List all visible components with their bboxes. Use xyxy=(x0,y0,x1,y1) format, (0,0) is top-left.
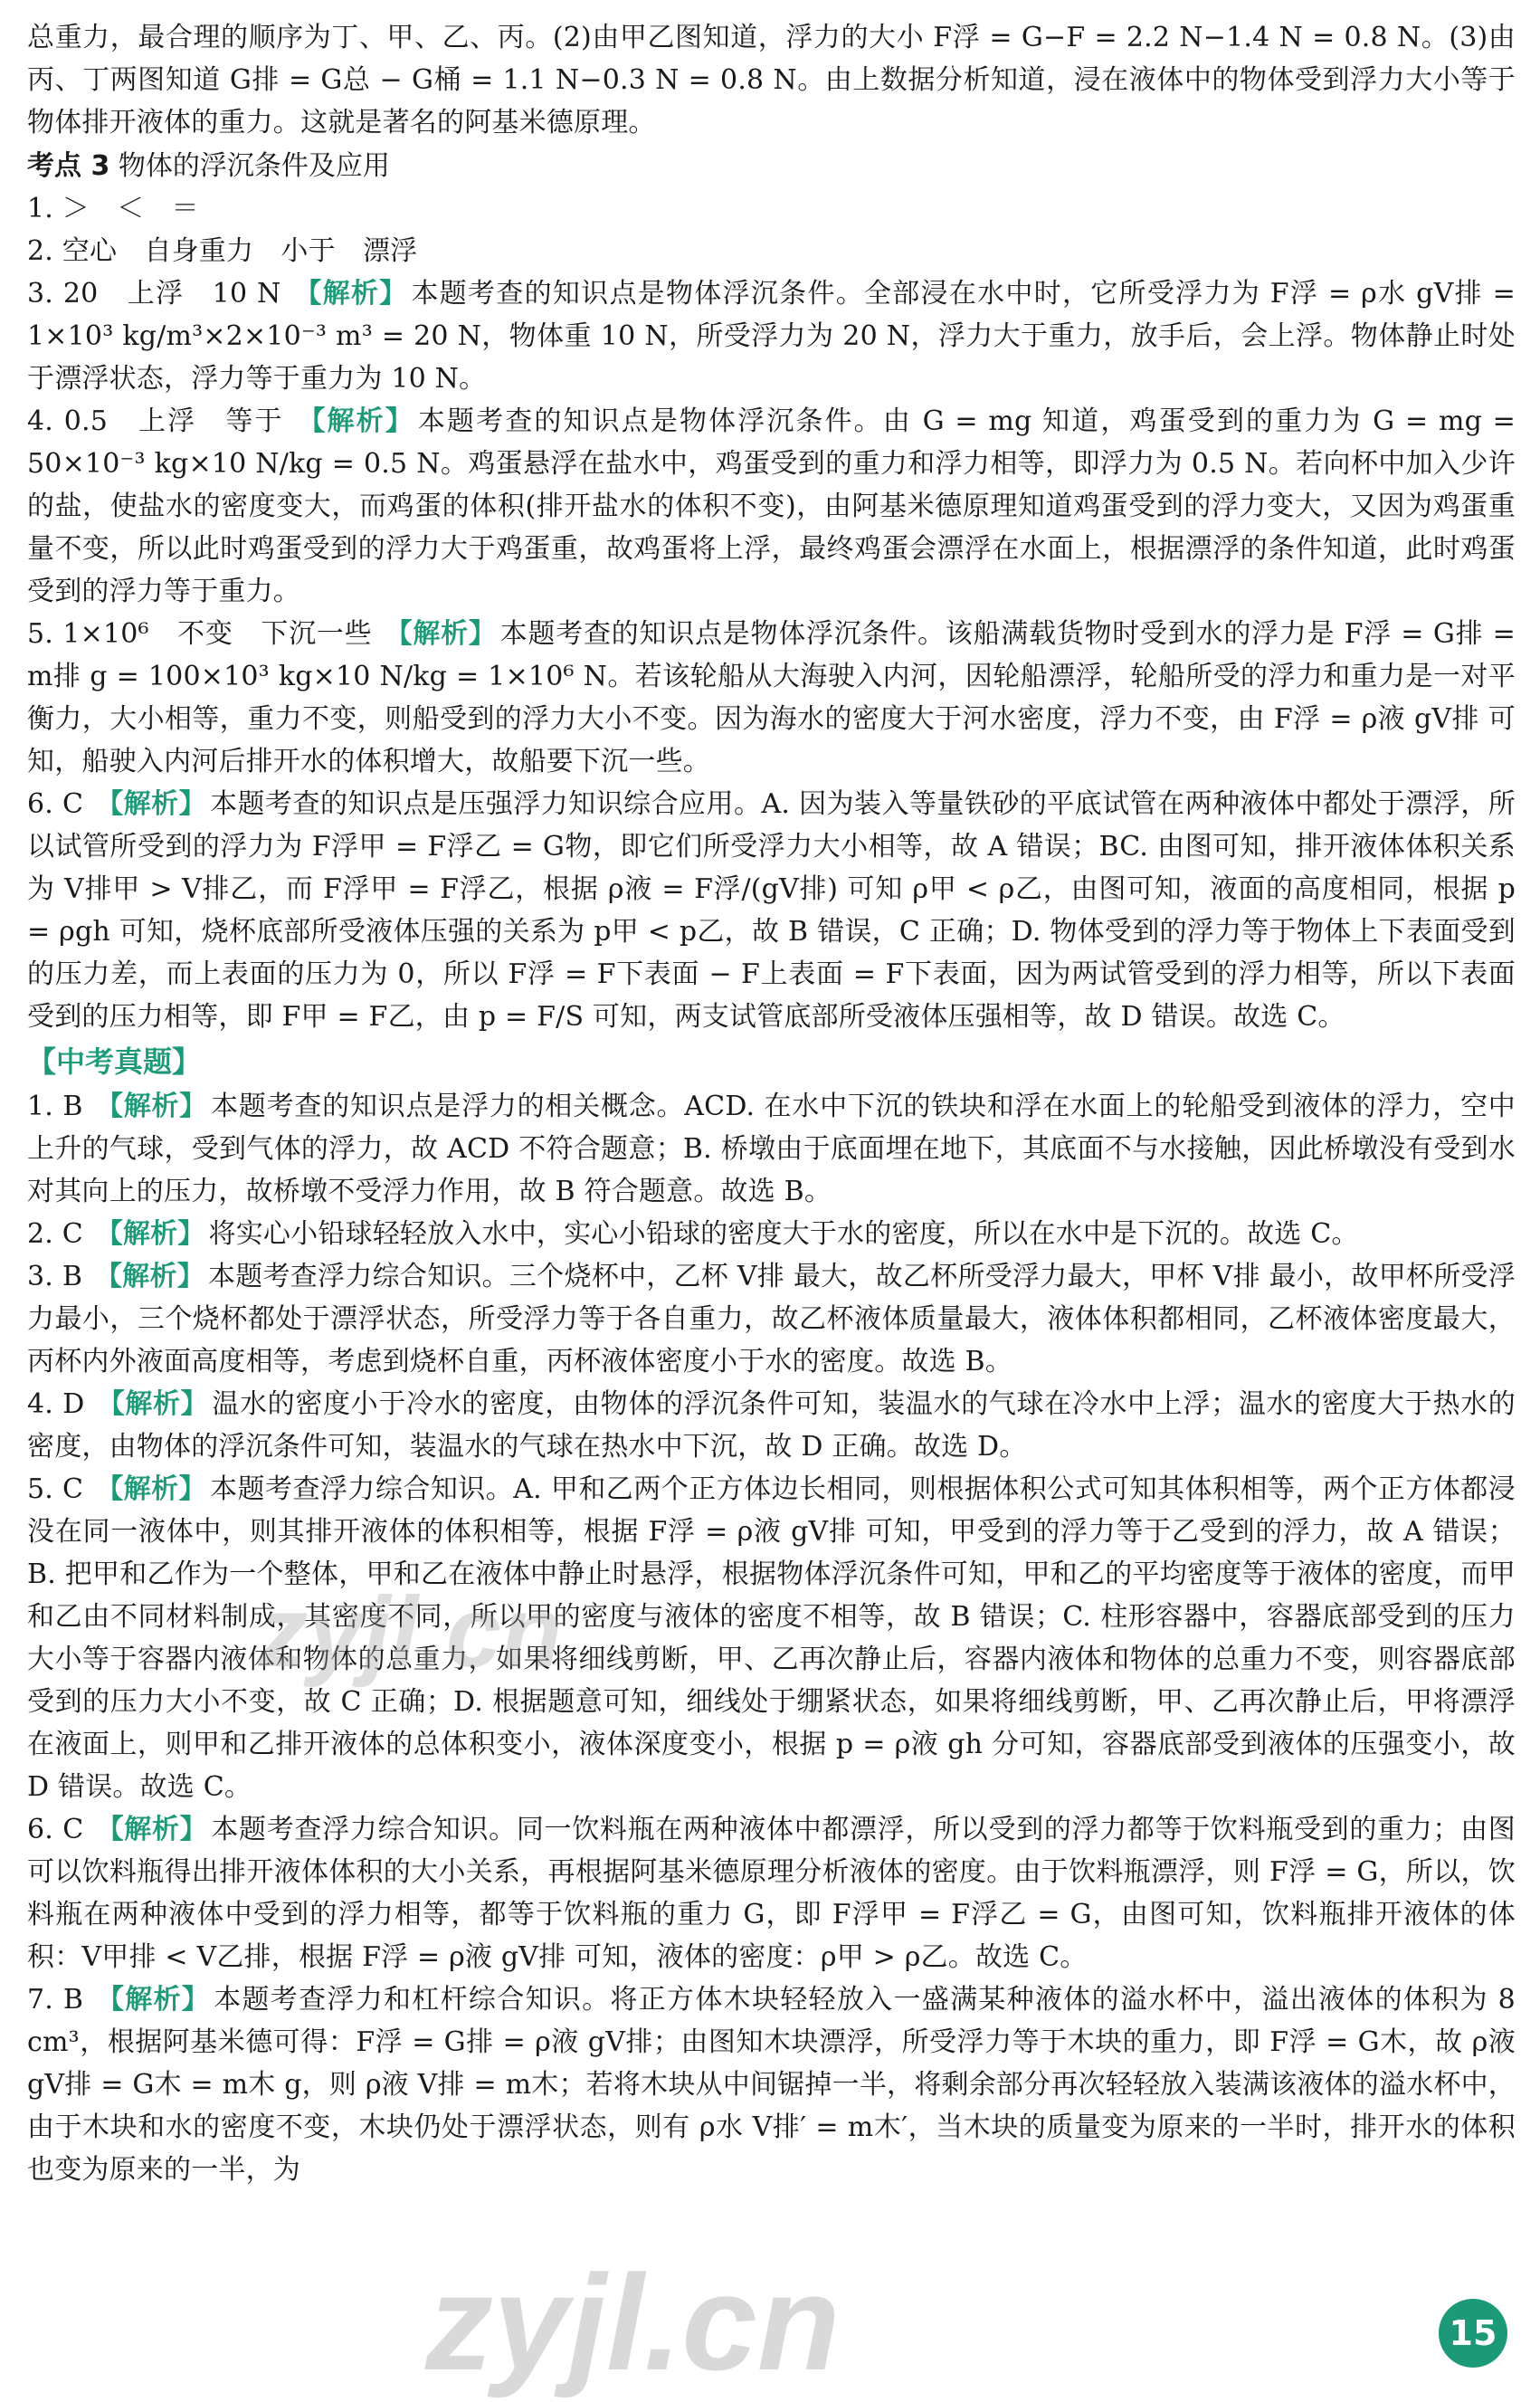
analysis-tag: 【解析】 xyxy=(95,1091,208,1122)
answer-item xyxy=(27,1085,1516,1213)
item-answer: ＞ ＜ ＝ xyxy=(62,193,199,224)
analysis-tag: 【解析】 xyxy=(385,618,497,650)
item-explanation: 本题考查的知识点是物体浮沉条件。全部浸在水中时，它所受浮力为 F浮 = ρ水 gV排 = 1×10³ kg/m³×2×10⁻³ m³ = 20 N，物体重 10 N，所受浮力为 20 N，浮力大于重力，放手后，会上浮。物体静止时处于漂浮状态，浮力等于重力为 10 N。 xyxy=(27,278,1516,395)
item-number: 1. xyxy=(27,1091,54,1122)
item-number: 4. xyxy=(27,1388,54,1420)
page-content xyxy=(27,16,1516,2191)
answer-item xyxy=(27,187,1516,230)
page-number-badge: 15 xyxy=(1439,2299,1507,2368)
analysis-tag: 【解析】 xyxy=(94,1261,204,1292)
answer-item xyxy=(27,613,1516,783)
item-number: 6. xyxy=(27,1814,54,1845)
item-explanation: 本题考查的知识点是物体浮沉条件。该船满载货物时受到水的浮力是 F浮 = G排 = m排 g = 100×10³ kg×10 N/kg = 1×10⁶ N。若该轮船从大海驶入内河，因轮船漂浮，轮船所受的浮力和重力是一对平衡力，大小相等，重力不变，则船受到的浮力大小不变。因为海水的密度大于河水密度，浮力不变，由 F浮 = ρ液 gV排 可知，船驶入内河后排开水的体积增大，故船要下沉一些。 xyxy=(27,618,1516,777)
item-number: 3. xyxy=(27,1261,54,1292)
intro-paragraph: 总重力，最合理的顺序为丁、甲、乙、丙。(2)由甲乙图知道，浮力的大小 F浮 = G−F = 2.2 N−1.4 N = 0.8 N。(3)由丙、丁两图知道 G排 = G总 − G桶 = 1.1 N−0.3 N = 0.8 N。由上数据分析知道，浸在液体中的物体受到浮力大小等于物体排开液体的重力。这就是著名的阿基米德原理。 xyxy=(27,22,1516,138)
item-answer: C xyxy=(62,1218,83,1250)
section-heading-label: 考点 3 xyxy=(27,150,110,182)
item-number: 7. xyxy=(27,1984,54,2016)
answer-item xyxy=(27,272,1516,400)
item-explanation: 本题考查浮力和杠杆综合知识。将正方体木块轻轻放入一盛满某种液体的溢水杯中，溢出液体的体积为 8 cm³，根据阿基米德可得：F浮 = G排 = ρ液 gV排；由图知木块漂浮，所受浮力等于木块的重力，即 F浮 = G木，故 ρ液 gV排 = G木 = m木 g，则 ρ液 V排 = m木；若将木块从中间锯掉一半，将剩余部分再次轻轻放入装满该液体的溢水杯中，由于木块和水的密度不变，木块仍处于漂浮状态，则有 ρ水 V排′ = m木′，当木块的质量变为原来的一半时，排开水的体积也变为原来的一半，为 xyxy=(27,1984,1516,2186)
answer-item xyxy=(27,1213,1516,1255)
analysis-tag: 【解析】 xyxy=(97,1388,209,1420)
item-answer: 空心 自身重力 小于 漂浮 xyxy=(62,235,418,267)
item-number: 5. xyxy=(27,618,54,650)
item-answer: 0.5 上浮 等于 xyxy=(63,405,284,437)
item-explanation: 本题考查浮力综合知识。同一饮料瓶在两种液体中都漂浮，所以受到的浮力都等于饮料瓶受到的重力；由图可以饮料瓶得出排开液体体积的大小关系，再根据阿基米德原理分析液体的密度。由于饮料瓶漂浮，则 F浮 = G，所以，饮料瓶在两种液体中受到的浮力相等，都等于饮料瓶的重力 G，即 F浮甲 = F浮乙 = G，由图可知，饮料瓶排开液体的体积：V甲排 < V乙排，根据 F浮 = ρ液 gV排 可知，液体的密度：ρ甲 > ρ乙。故选 C。 xyxy=(27,1814,1516,1973)
watermark: zyjl.cn xyxy=(425,2246,841,2398)
answer-item xyxy=(27,230,1516,272)
item-number: 6. xyxy=(27,788,54,820)
item-number: 2. xyxy=(27,1218,54,1250)
answer-item xyxy=(27,1808,1516,1978)
item-answer: C xyxy=(62,1814,84,1845)
section-heading-3 xyxy=(27,146,1516,187)
item-explanation: 本题考查浮力综合知识。三个烧杯中，乙杯 V排 最大，故乙杯所受浮力最大，甲杯 V排 最小，故甲杯所受浮力最小，三个烧杯都处于漂浮状态，所受浮力等于各自重力，故乙杯液体质量最大，液体体积都相同，乙杯液体密度最大，丙杯内外液面高度相等，考虑到烧杯自重，丙杯液体密度小于水的密度。故选 B。 xyxy=(27,1261,1516,1377)
item-answer: B xyxy=(62,1261,83,1292)
item-explanation: 本题考查浮力综合知识。A. 甲和乙两个正方体边长相同，则根据体积公式可知其体积相等，两个正方体都浸没在同一液体中，则其排开液体的体积相等，根据 F浮 = ρ液 gV排 可知，甲受到的浮力等于乙受到的浮力，故 A 错误；B. 把甲和乙作为一个整体，甲和乙在液体中静止时悬浮，根据物体浮沉条件可知，甲和乙的平均密度等于液体的密度，而甲和乙由不同材料制成，其密度不同，所以甲的密度与液体的密度不相等，故 B 错误；C. 柱形容器中，容器底部受到的压力大小等于容器内液体和物体的总重力，如果将细线剪断，甲、乙再次静止后，容器内液体和物体的总重力不变，则容器底部受到的压力大小不变，故 C 正确；D. 根据题意可知，细线处于绷紧状态，如果将细线剪断，甲、乙再次静止后，甲将漂浮在液面上，则甲和乙排开液体的总体积变小，液体深度变小，根据 p = ρ液 gh 分可知，容器底部受到液体的压强变小，故 D 错误。故选 C。 xyxy=(27,1473,1516,1803)
item-number: 2. xyxy=(27,235,54,267)
answer-item xyxy=(27,1978,1516,2191)
analysis-tag: 【解析】 xyxy=(298,405,414,437)
answer-item xyxy=(27,1383,1516,1468)
item-number: 3. xyxy=(27,278,54,310)
answer-item xyxy=(27,1255,1516,1383)
item-explanation: 将实心小铅球轻轻放入水中，实心小铅球的密度大于水的密度，所以在水中是下沉的。故选 C。 xyxy=(208,1218,1359,1250)
item-answer: D xyxy=(62,1388,85,1420)
analysis-tag: 【解析】 xyxy=(96,1814,208,1845)
item-explanation: 温水的密度小于冷水的密度，由物体的浮沉条件可知，装温水的气球在冷水中上浮；温水的密度大于热水的密度，由物体的浮沉条件可知，装温水的气球在热水中下沉，故 D 正确。故选 D。 xyxy=(27,1388,1516,1463)
item-answer: B xyxy=(62,1091,83,1122)
item-answer: 1×10⁶ 不变 下沉一些 xyxy=(62,618,373,650)
item-explanation: 本题考查的知识点是压强浮力知识综合应用。A. 因为装入等量铁砂的平底试管在两种液体中都处于漂浮，所以试管所受到的浮力为 F浮甲 = F浮乙 = G物，即它们所受浮力大小相等，故 A 错误；BC. 由图可知，排开液体体积关系为 V排甲 > V排乙，而 F浮甲 = F浮乙，根据 ρ液 = F浮/(gV排) 可知 ρ甲 < ρ乙，由图可知，液面的高度相同，根据 p = ρgh 可知，烧杯底部所受液体压强的关系为 p甲 < p乙，故 B 错误，C 正确；D. 物体受到的浮力等于物体上下表面受到的压力差，而上表面的压力为 0，所以 F浮 = F下表面 − F上表面 = F下表面，因为两试管受到的浮力相等，所以下表面受到的压力相等，即 F甲 = F乙，由 p = F/S 可知，两支试管底部所受液体压强相等，故 D 错误。故选 C。 xyxy=(27,788,1516,1033)
item-number: 5. xyxy=(27,1473,54,1505)
answer-item xyxy=(27,400,1516,613)
item-answer: 20 上浮 10 N xyxy=(62,278,281,310)
item-answer: C xyxy=(62,788,84,820)
analysis-tag: 【解析】 xyxy=(96,1473,207,1505)
item-number: 1. xyxy=(27,193,54,224)
section-heading-text: 物体的浮沉条件及应用 xyxy=(118,150,390,182)
analysis-tag: 【解析】 xyxy=(95,1218,205,1250)
item-answer: B xyxy=(62,1984,84,2016)
analysis-tag: 【解析】 xyxy=(96,788,207,820)
analysis-tag: 【解析】 xyxy=(294,278,408,310)
zhongkao-banner: 【中考真题】 xyxy=(27,1044,202,1079)
analysis-tag: 【解析】 xyxy=(96,1984,211,2016)
item-explanation: 本题考查的知识点是物体浮沉条件。由 G = mg 知道，鸡蛋受到的重力为 G = mg = 50×10⁻³ kg×10 N/kg = 0.5 N。鸡蛋悬浮在盐水中，鸡蛋受到的重力和浮力相等，即浮力为 0.5 N。若向杯中加入少许的盐，使盐水的密度变大，而鸡蛋的体积(排开盐水的体积不变)，由阿基米德原理知道鸡蛋受到的浮力变大，又因为鸡蛋重量不变，所以此时鸡蛋受到的浮力大于鸡蛋重，故鸡蛋将上浮，最终鸡蛋会漂浮在水面上，根据漂浮的条件知道，此时鸡蛋受到的浮力等于重力。 xyxy=(27,405,1516,607)
item-answer: C xyxy=(62,1473,84,1505)
answer-item xyxy=(27,1468,1516,1808)
answer-item xyxy=(27,783,1516,1038)
item-explanation: 本题考查的知识点是浮力的相关概念。ACD. 在水中下沉的铁块和浮在水面上的轮船受到液体的浮力，空中上升的气球，受到气体的浮力，故 ACD 不符合题意；B. 桥墩由于底面埋在地下，其底面不与水接触，因此桥墩没有受到水对其向上的压力，故桥墩不受浮力作用，故 B 符合题意。故选 B。 xyxy=(27,1091,1516,1207)
watermark: zyjl.cn xyxy=(258,1577,563,1688)
item-number: 4. xyxy=(27,405,54,437)
